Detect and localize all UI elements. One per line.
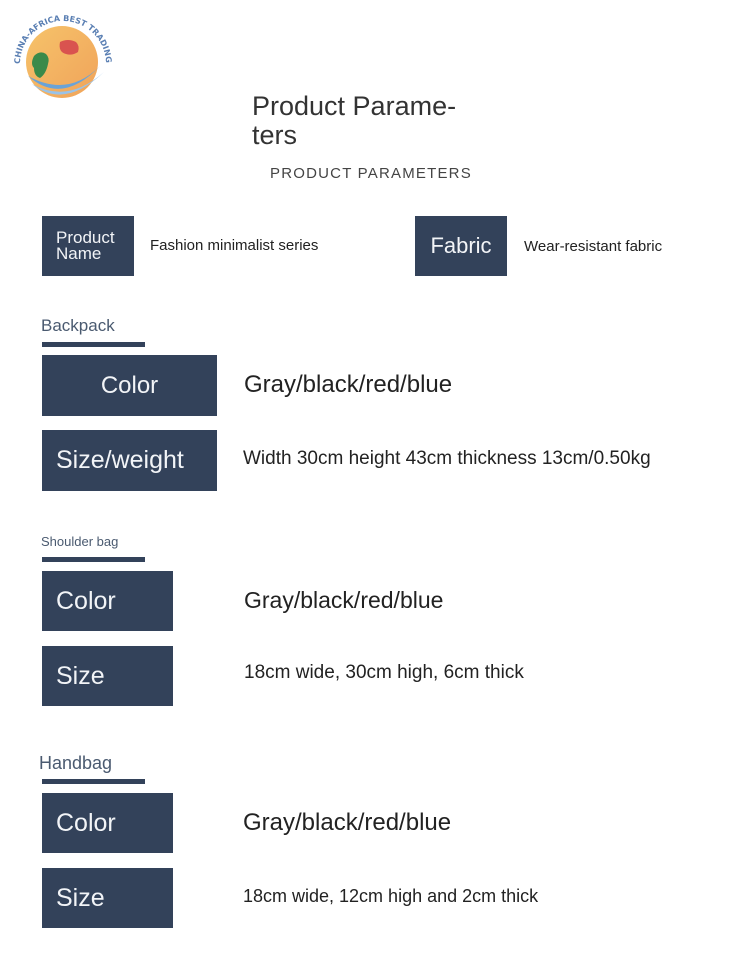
shoulder-bag-size-label-box	[42, 646, 173, 706]
product-name-value: Fashion minimalist series	[150, 237, 319, 254]
brand-logo	[8, 6, 112, 102]
shoulder-bag-color-label-box	[42, 571, 173, 631]
product-name-label-box	[42, 216, 134, 276]
shoulder-bag-section-title: Shoulder bag	[41, 534, 119, 549]
backpack-section-underline	[42, 342, 145, 347]
handbag-size-label-box	[42, 868, 173, 928]
fabric-label: Fabric	[430, 233, 492, 258]
page-title-line1: Product Parame-	[252, 91, 457, 121]
shoulder-bag-color-value: Gray/black/red/blue	[244, 587, 444, 613]
backpack-size-label: Size/weight	[56, 446, 184, 474]
product-name-label-line2: Name	[56, 244, 102, 263]
handbag-color-label-box	[42, 793, 173, 853]
handbag-size-label: Size	[56, 883, 105, 912]
shoulder-bag-color-label: Color	[56, 586, 116, 615]
backpack-color-value: Gray/black/red/blue	[244, 371, 453, 398]
handbag-section-underline	[42, 779, 145, 784]
page-title-line2: ters	[252, 120, 298, 150]
backpack-color-label-box	[42, 355, 217, 416]
handbag-size-value: 18cm wide, 12cm high and 2cm thick	[243, 886, 539, 906]
backpack-color-label: Color	[100, 371, 159, 399]
shoulder-bag-section-underline	[42, 557, 145, 562]
handbag-color-value: Gray/black/red/blue	[243, 809, 452, 836]
shoulder-bag-size-value: 18cm wide, 30cm high, 6cm thick	[244, 662, 524, 683]
handbag-section-title: Handbag	[39, 753, 113, 773]
backpack-size-value: Width 30cm height 43cm thickness 13cm/0.50kg	[243, 448, 651, 469]
product-name-label-line1: Product	[56, 228, 115, 247]
page-title	[252, 92, 456, 150]
page-subtitle: PRODUCT PARAMETERS	[270, 165, 472, 182]
fabric-label-box	[415, 216, 507, 276]
logo-text: CHINA-AFRICA BEST TRADIN	[12, 13, 112, 65]
globe-logo-icon	[8, 6, 112, 102]
fabric-value: Wear-resistant fabric	[524, 238, 663, 255]
handbag-color-label: Color	[56, 808, 116, 837]
backpack-section-title: Backpack	[41, 316, 115, 335]
shoulder-bag-size-label: Size	[56, 661, 105, 690]
backpack-size-label-box	[42, 430, 217, 491]
